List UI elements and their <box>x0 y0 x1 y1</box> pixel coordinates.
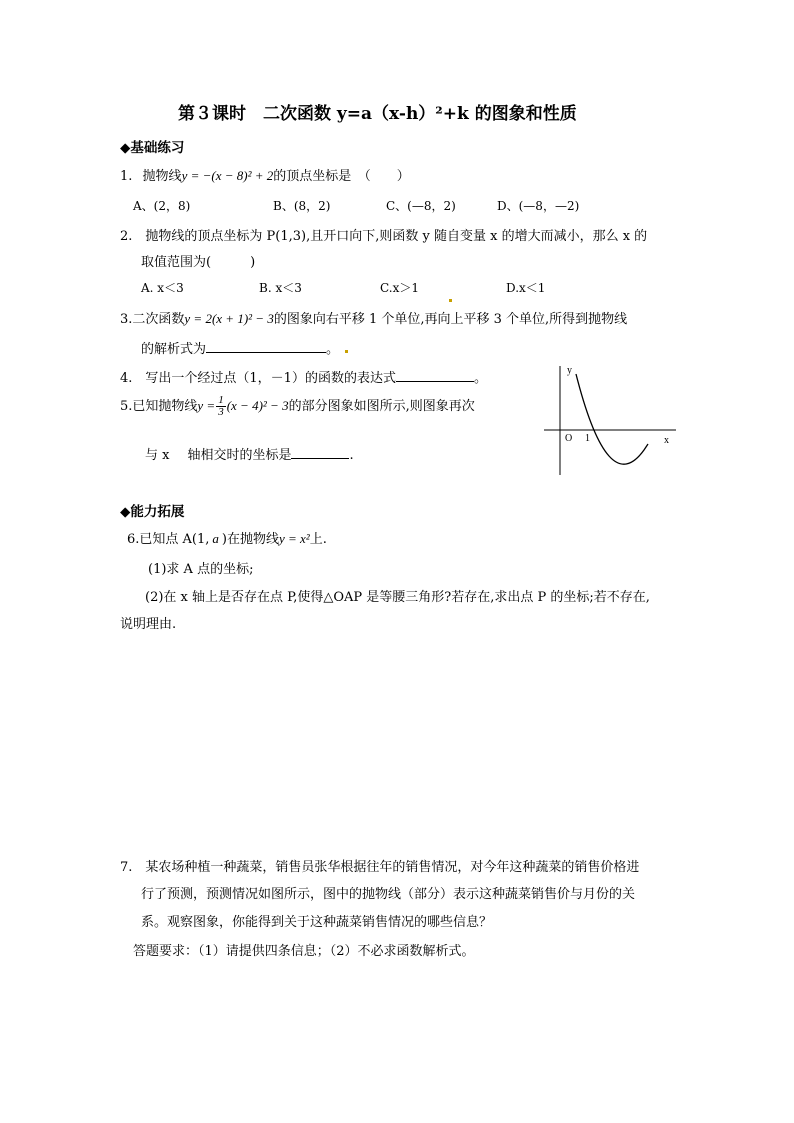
q2-option-d: D.x＜1 <box>506 281 546 295</box>
question-6-sub-1: (1)求 A 点的坐标; <box>148 562 254 577</box>
question-text: 轴相交时的坐标是 <box>187 448 292 463</box>
question-text: 4. 写出一个经过点（1，－1）的函数的表达式 <box>120 371 396 386</box>
answer-blank[interactable] <box>291 446 349 459</box>
math-expression: y = <box>197 398 216 413</box>
question-text: 上. <box>309 532 327 547</box>
fraction-numerator: 1 <box>218 394 224 406</box>
tick-label-1: 1 <box>585 433 590 444</box>
question-1 <box>120 165 410 184</box>
question-7-line-1: 7. 某农场种植一种蔬菜，销售员张华根据往年的销售情况，对今年这种蔬菜的销售价格进 <box>120 860 640 875</box>
question-text: 6.已知点 A(1, <box>127 532 210 547</box>
question-text: 5.已知抛物线 <box>120 399 198 414</box>
question-text: 与 x <box>145 448 170 463</box>
question-text: 的部分图象如图所示,则图象再次 <box>288 399 475 414</box>
stray-dot <box>443 287 452 306</box>
y-axis-label: y <box>567 365 572 376</box>
q1-option-a: A、(2，8) <box>133 199 191 213</box>
q1-option-c: C、(—8，2) <box>386 199 456 213</box>
question-text: 。 <box>473 371 487 386</box>
question-text: )在抛物线 <box>221 532 279 547</box>
question-5-line-1 <box>120 395 475 418</box>
origin-label: O <box>565 433 573 444</box>
parabola-curve <box>576 374 648 464</box>
question-number: 1. <box>120 169 133 184</box>
stray-dot <box>345 350 348 353</box>
question-6-sub-2-line-2: 说明理由. <box>120 617 177 632</box>
math-expression: y = −(x − 8)² + 2 <box>181 168 274 183</box>
math-expression: y = x² <box>278 531 310 546</box>
question-6-sub-2-line-1: (2)在 x 轴上是否存在点 P,使得△OAP 是等腰三角形?若存在,求出点 P 的坐标;若不存在, <box>145 590 650 605</box>
q1-option-d: D、(—8，—2) <box>497 199 580 213</box>
x-axis-label: x <box>664 435 669 446</box>
question-text: 抛物线 <box>142 169 182 184</box>
answer-blank[interactable] <box>206 340 326 353</box>
q2-option-a: A. x＜3 <box>141 281 184 295</box>
question-3-line-2 <box>141 338 348 357</box>
math-expression: (x − 4)² − 3 <box>226 398 289 413</box>
question-3-line-1 <box>120 308 627 327</box>
q2-option-c: C.x＞1 <box>380 281 419 295</box>
q1-option-b: B、(8，2) <box>273 199 331 213</box>
answer-requirements: 答题要求：（1）请提供四条信息；（2）不必求函数解析式。 <box>133 944 475 959</box>
question-2-line-1: 2. 抛物线的顶点坐标为 P(1,3),且开口向下,则函数 y 随自变量 x 的增大而减小，那么 x 的 <box>120 229 648 244</box>
fraction <box>216 395 226 418</box>
q2-option-b: B. x＜3 <box>259 281 302 295</box>
question-7-line-2: 行了预测，预测情况如图所示，图中的抛物线（部分）表示这种蔬菜销售价与月份的关 <box>141 887 636 902</box>
question-text: 的解析式为 <box>141 342 207 357</box>
question-text: . <box>349 448 354 463</box>
answer-blank[interactable] <box>396 369 474 382</box>
question-2-line-2: 取值范围为( ) <box>141 255 256 270</box>
variable-a: a <box>212 531 219 546</box>
question-6 <box>127 528 327 547</box>
question-4 <box>120 367 487 386</box>
fraction-denominator: 3 <box>218 406 224 418</box>
question-text: 。 <box>326 342 340 357</box>
question-text: 3.二次函数 <box>120 312 185 327</box>
math-expression: y = 2(x + 1)² − 3 <box>184 311 274 326</box>
parabola-graph <box>540 360 680 478</box>
section-heading-extension: ◆能力拓展 <box>120 504 185 520</box>
question-text: 的图象向右平移 1 个单位,再向上平移 3 个单位,所得到抛物线 <box>273 312 628 327</box>
section-heading-basic: ◆基础练习 <box>120 140 185 156</box>
question-7-line-3: 系。观察图象，你能得到关于这种蔬菜销售情况的哪些信息？ <box>141 915 493 930</box>
question-5-line-2 <box>145 444 354 463</box>
page-title: 第３课时 二次函数 y=a（x-h）²+k 的图象和性质 <box>178 104 577 124</box>
question-text: 的顶点坐标是 （ ） <box>273 169 410 184</box>
